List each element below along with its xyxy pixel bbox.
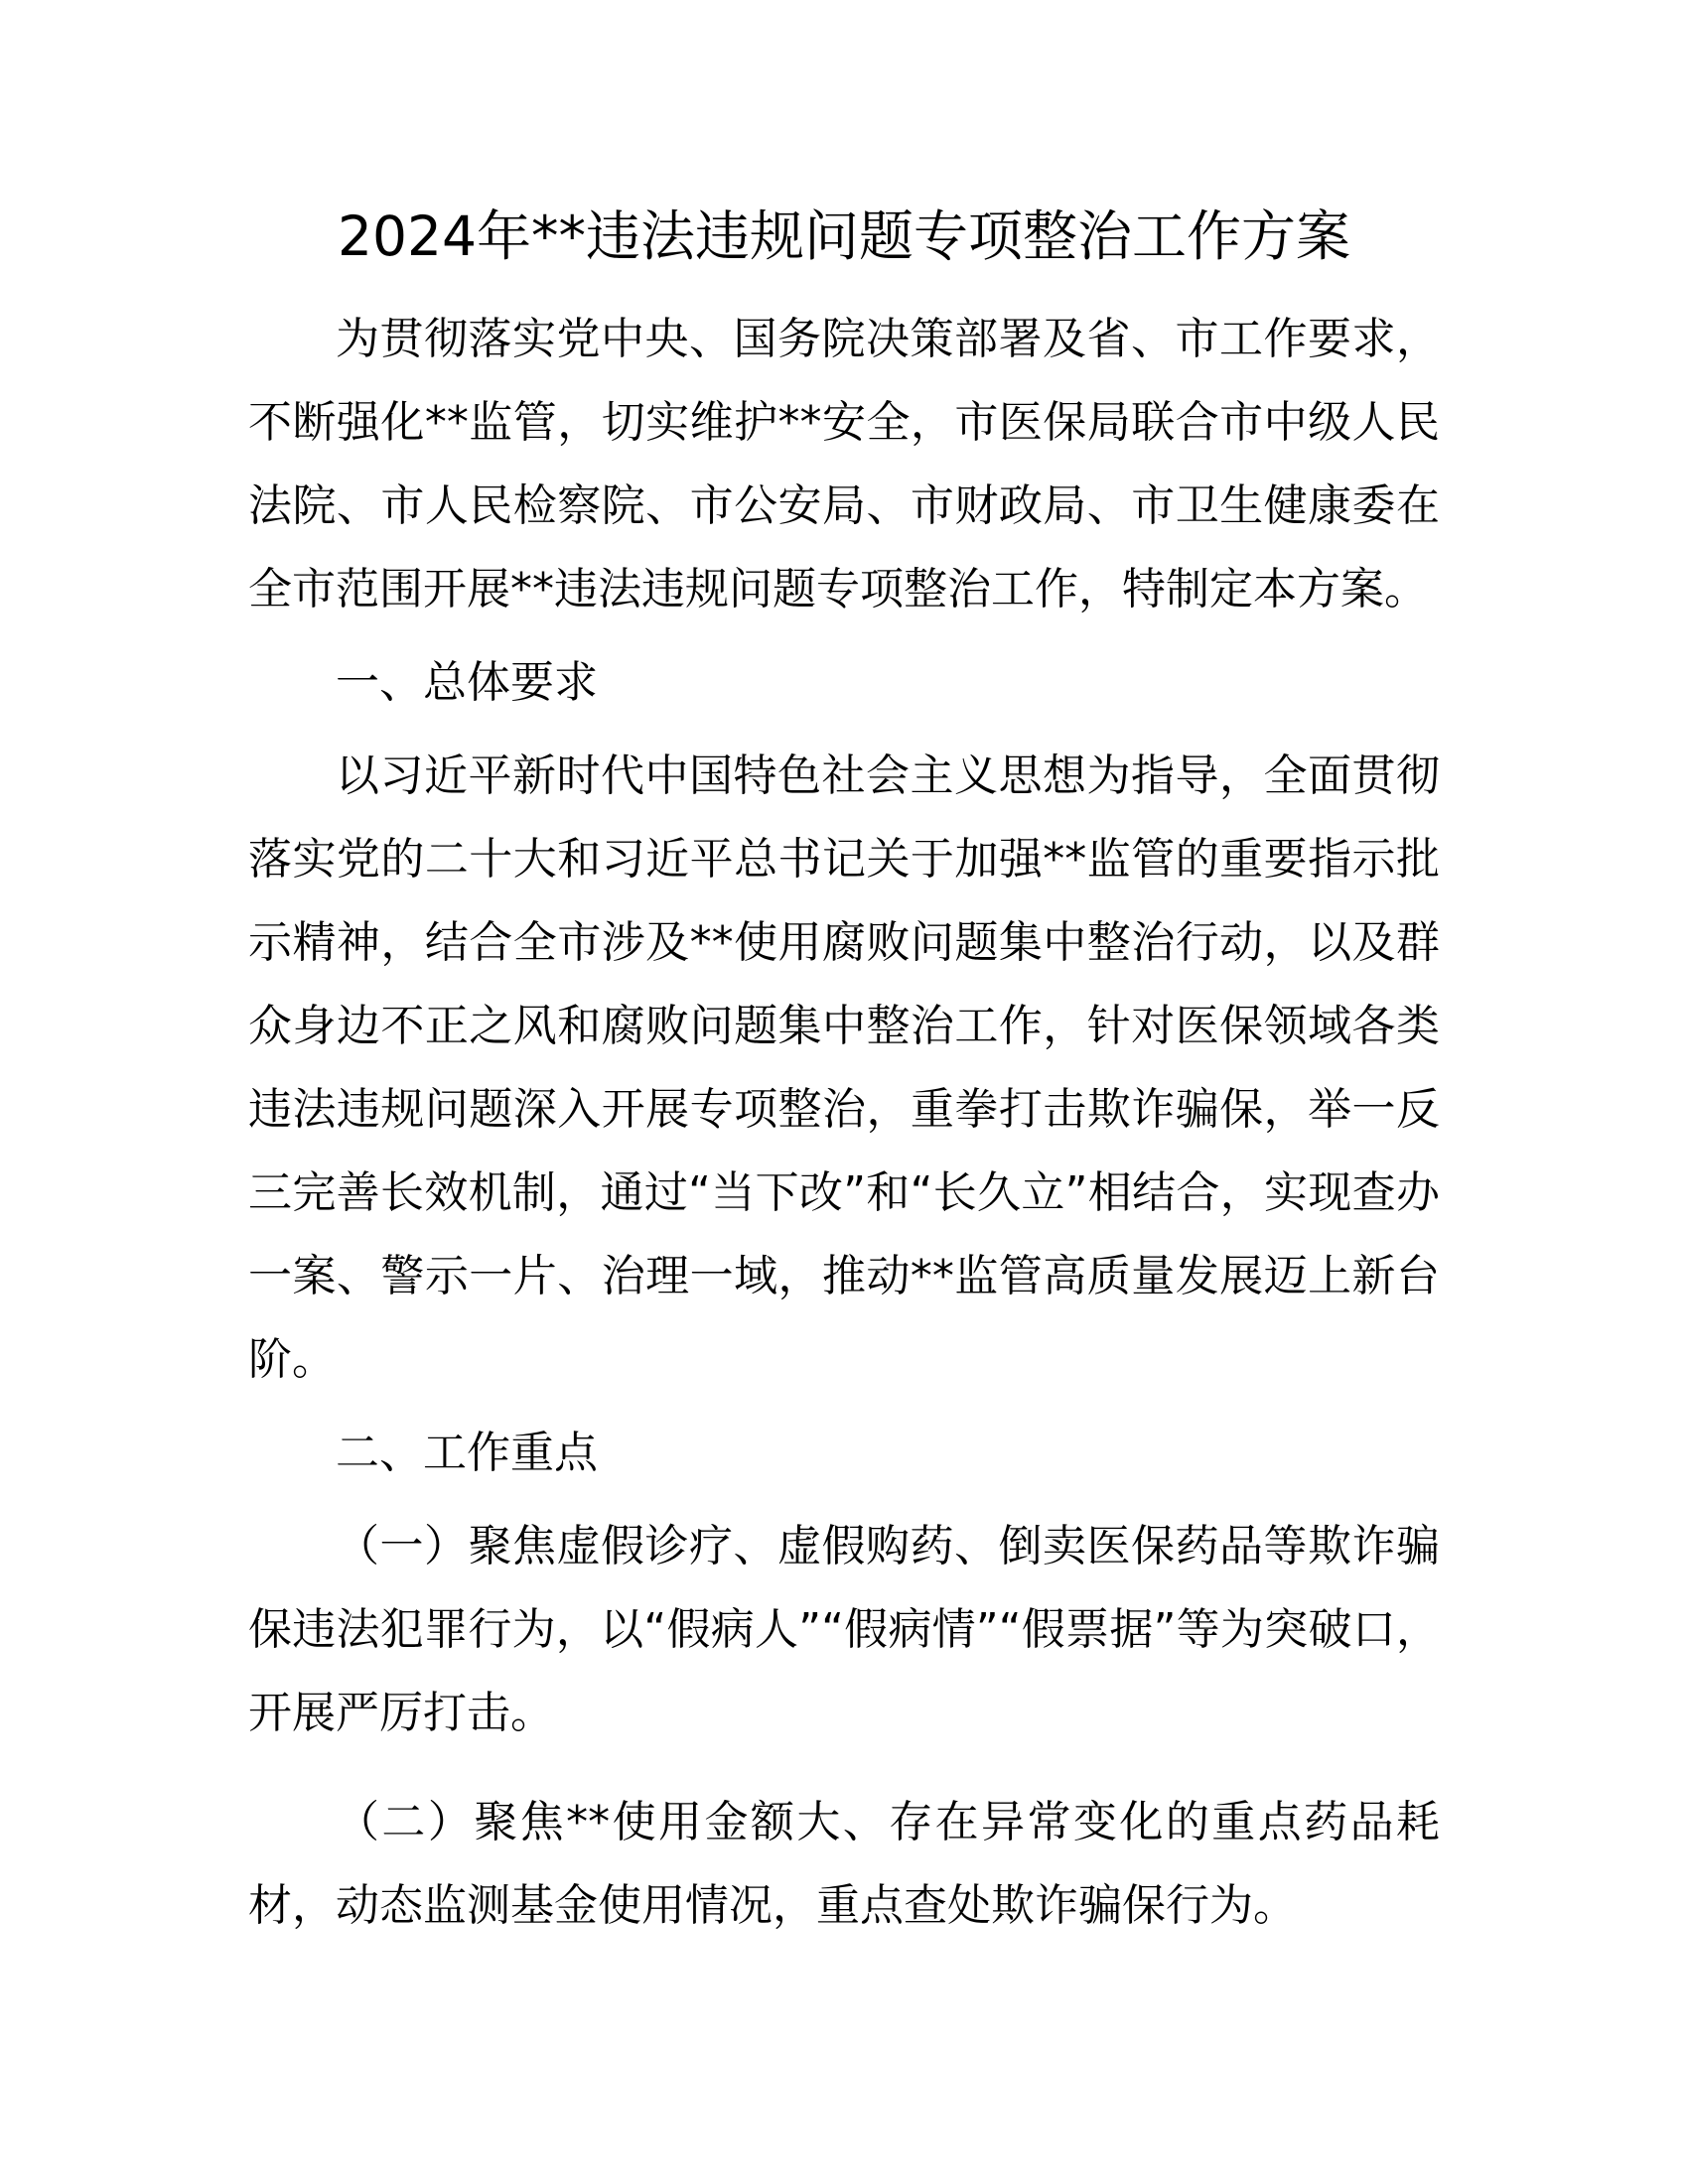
- spacer: [248, 1755, 1440, 1781]
- spacer: [248, 1495, 1440, 1505]
- work-focus-item-1: （一）聚焦虚假诊疗、虚假购药、倒卖医保药品等欺诈骗保违法犯罪行为，以“假病人”“假病情”“假票据”等为突破口，开展严厉打击。: [248, 1521, 1440, 1738]
- spacer: [248, 1402, 1440, 1412]
- document-title: 2024年**违法违规问题专项整治工作方案: [338, 205, 1350, 268]
- document-body: [248, 298, 1440, 1948]
- work-focus-item-2: （二）聚焦**使用金额大、存在异常变化的重点药品耗材，动态监测基金使用情况，重点查处欺诈骗保行为。: [248, 1797, 1440, 1931]
- section-heading-work-focus: 二、工作重点: [336, 1428, 598, 1478]
- overall-requirements-paragraph: 以习近平新时代中国特色社会主义思想为指导，全面贯彻落实党的二十大和习近平总书记关于加强**监管的重要指示批示精神，结合全市涉及**使用腐败问题集中整治行动，以及群众身边不正之风和腐败问题集中整治工作，针对医保领域各类违法违规问题深入开展专项整治，重拳打击欺诈骗保，举一反三完善长效机制，通过“当下改”和“长久立”相结合，实现查办一案、警示一片、治理一域，推动**监管高质量发展迈上新台阶。: [248, 751, 1440, 1385]
- section-heading-overall-requirements: 一、总体要求: [336, 657, 598, 708]
- spacer: [248, 631, 1440, 641]
- spacer: [248, 725, 1440, 735]
- intro-paragraph: 为贯彻落实党中央、国务院决策部署及省、市工作要求，不断强化**监管，切实维护**安全，市医保局联合市中级人民法院、市人民检察院、市公安局、市财政局、市卫生健康委在全市范围开展**违法违规问题专项整治工作，特制定本方案。: [248, 314, 1440, 614]
